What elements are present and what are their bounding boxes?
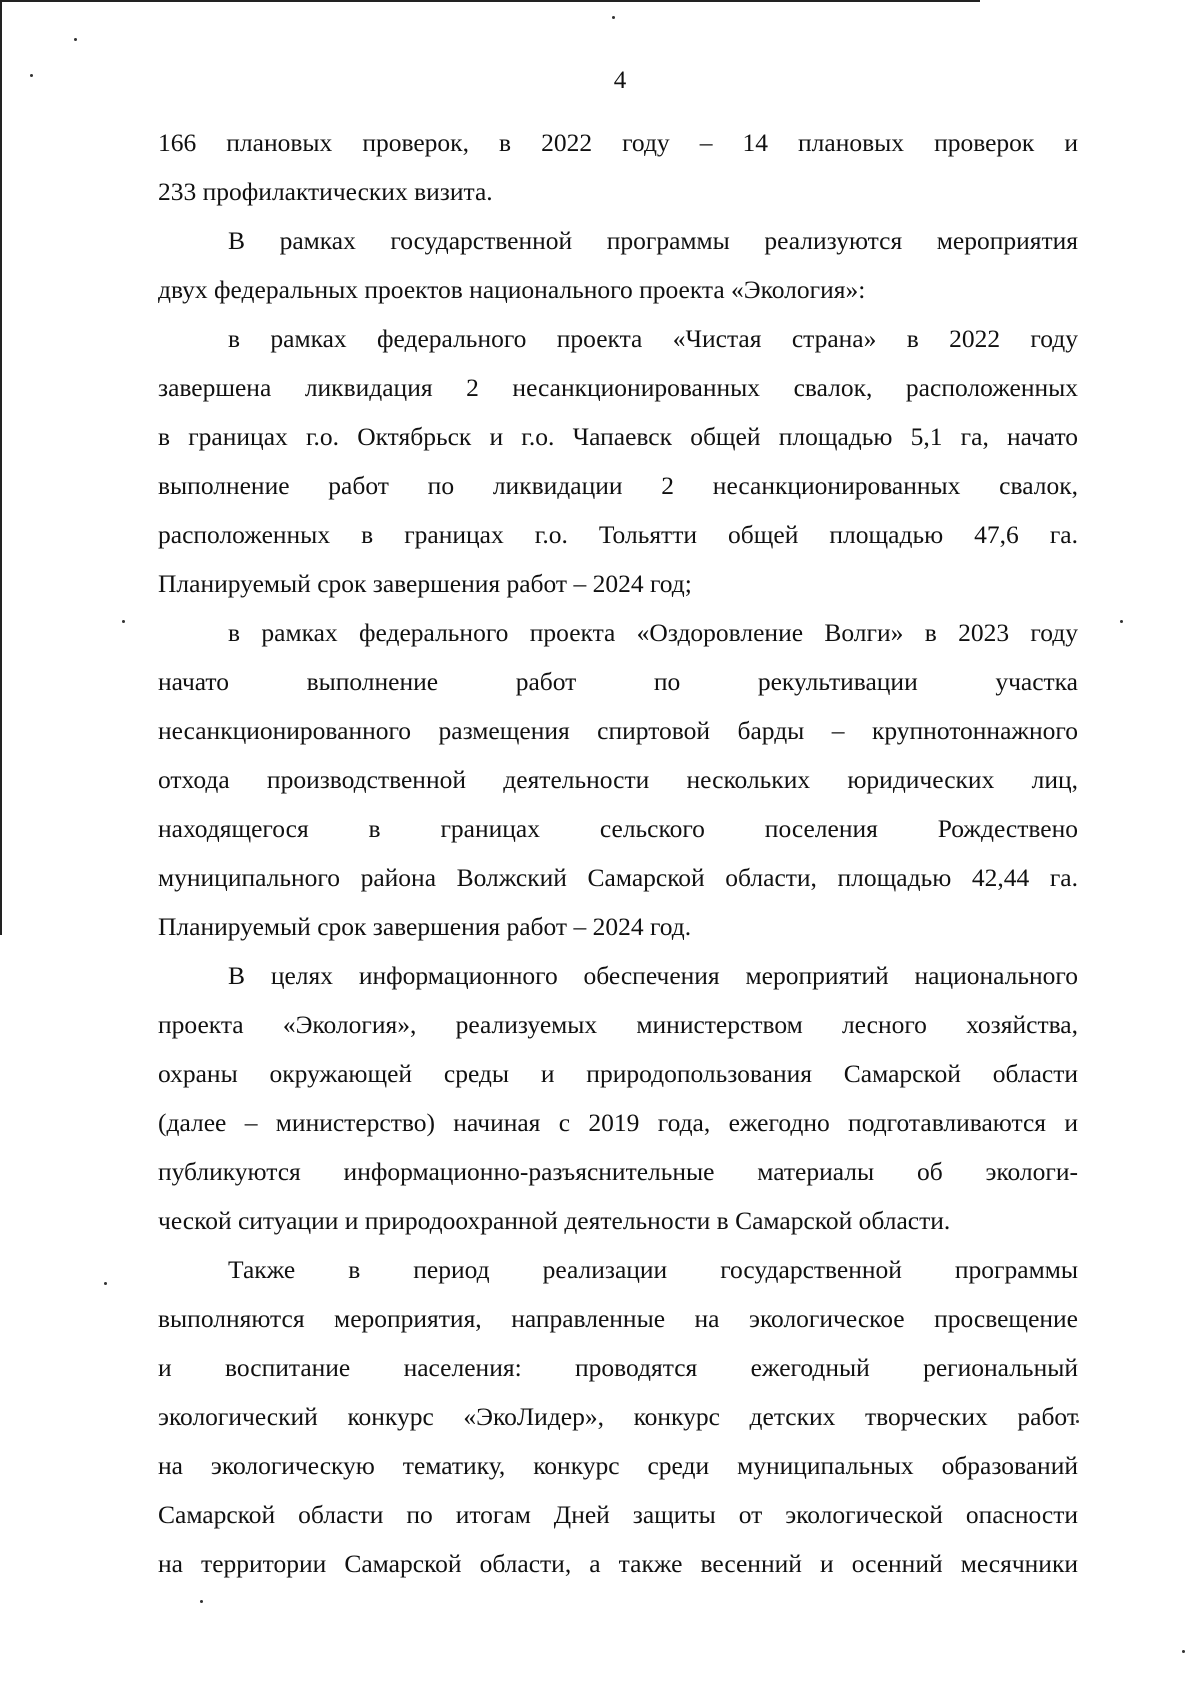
text-line: В целях информационного обеспечения мероприятий национального — [228, 961, 1078, 990]
text-line: на территории Самарской области, а также весенний и осенний месячники — [158, 1549, 1078, 1578]
text-line: в рамках федерального проекта «Оздоровление Волги» в 2023 году — [228, 618, 1078, 647]
scan-speck — [1120, 620, 1123, 623]
scan-speck — [612, 16, 615, 19]
text-line: в рамках федерального проекта «Чистая страна» в 2022 году — [228, 324, 1078, 353]
text-line: экологический конкурс «ЭкоЛидер», конкурс детских творческих работ — [158, 1402, 1078, 1431]
text-line: Также в период реализации государственной программы — [228, 1255, 1078, 1284]
page-number: 4 — [613, 67, 627, 94]
text-line: ческой ситуации и природоохранной деятельности в Самарской области. — [158, 1206, 951, 1235]
text-line: на экологическую тематику, конкурс среди муниципальных образований — [158, 1451, 1078, 1480]
paragraph-2 — [158, 216, 1078, 314]
text-line: муниципального района Волжский Самарской области, площадью 42,44 га. — [158, 863, 1078, 892]
text-line: публикуются информационно-разъяснительные материалы об экологи- — [158, 1157, 1078, 1186]
body-text — [158, 118, 1078, 1588]
scan-speck — [1182, 1650, 1185, 1653]
text-line: выполняются мероприятия, направленные на экологическое просвещение — [158, 1304, 1078, 1333]
text-line: двух федеральных проектов национального проекта «Экология»: — [158, 275, 866, 304]
paragraph-4 — [158, 608, 1078, 951]
text-line: В рамках государственной программы реализуются мероприятия — [228, 226, 1078, 255]
text-line: Планируемый срок завершения работ – 2024 год; — [158, 569, 692, 598]
text-line: находящегося в границах сельского поселения Рождествено — [158, 814, 1078, 843]
text-line: в границах г.о. Октябрьск и г.о. Чапаевск общей площадью 5,1 га, начато — [158, 422, 1078, 451]
text-line: несанкционированного размещения спиртовой барды – крупнотоннажного — [158, 716, 1078, 745]
scan-speck — [122, 620, 125, 623]
text-line: завершена ликвидация 2 несанкционированных свалок, расположенных — [158, 373, 1078, 402]
scan-speck — [200, 1600, 203, 1603]
text-line: Планируемый срок завершения работ – 2024 год. — [158, 912, 692, 941]
text-line: отхода производственной деятельности нескольких юридических лиц, — [158, 765, 1078, 794]
paragraph-6 — [158, 1245, 1078, 1588]
text-line: расположенных в границах г.о. Тольятти общей площадью 47,6 га. — [158, 520, 1078, 549]
scan-speck — [104, 1282, 107, 1285]
scan-speck — [74, 38, 77, 41]
text-line: 166 плановых проверок, в 2022 году – 14 плановых проверок и — [158, 128, 1078, 157]
text-line: Самарской области по итогам Дней защиты от экологической опасности — [158, 1500, 1078, 1529]
text-line: 233 профилактических визита. — [158, 177, 493, 206]
top-border-line — [0, 0, 980, 2]
text-line: (далее – министерство) начиная с 2019 года, ежегодно подготавливаются и — [158, 1108, 1078, 1137]
text-line: начато выполнение работ по рекультивации участка — [158, 667, 1078, 696]
text-line: и воспитание населения: проводятся ежегодный региональный — [158, 1353, 1078, 1382]
text-line: выполнение работ по ликвидации 2 несанкционированных свалок, — [158, 471, 1078, 500]
paragraph-1 — [158, 118, 1078, 216]
left-border-line — [0, 0, 2, 935]
text-line: проекта «Экология», реализуемых министерством лесного хозяйства, — [158, 1010, 1078, 1039]
text-line: охраны окружающей среды и природопользования Самарской области — [158, 1059, 1078, 1088]
paragraph-5 — [158, 951, 1078, 1245]
paragraph-3 — [158, 314, 1078, 608]
